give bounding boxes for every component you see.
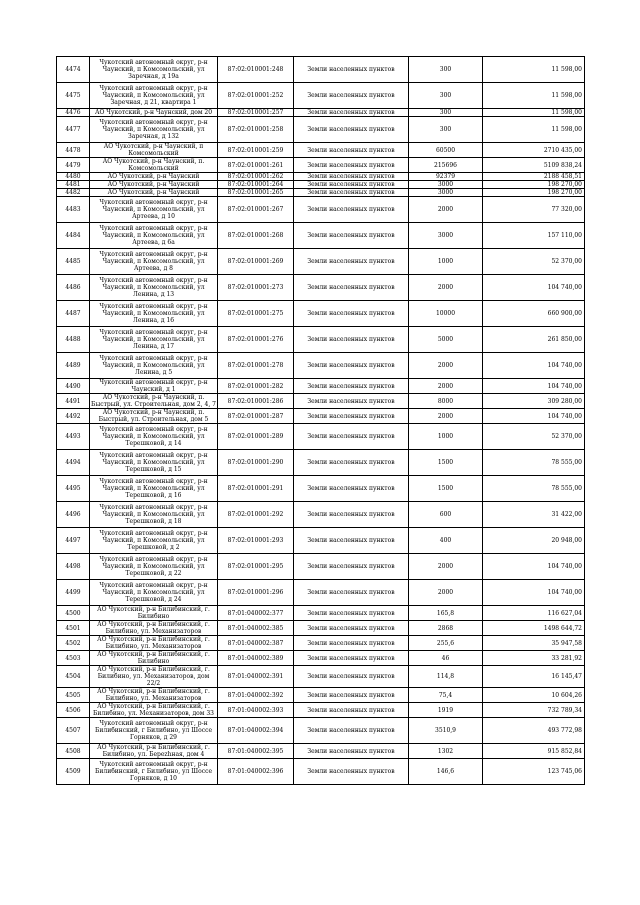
cadastral-number-cell: 87:02:010001:296 xyxy=(218,580,294,606)
cadastral-number-cell: 87:02:010001:278 xyxy=(218,353,294,379)
address-cell: АО Чукотский, р-н Чаунский, п. Быстрый, ул. Строительная, дом 5 xyxy=(90,409,218,424)
table-row xyxy=(57,666,585,688)
row-number: 4501 xyxy=(57,621,90,636)
table-row xyxy=(57,621,585,636)
table-row xyxy=(57,181,585,189)
row-number: 4481 xyxy=(57,181,90,189)
cadastral-cost-cell: 261 850,00 xyxy=(483,327,585,353)
address-cell: АО Чукотский, р-н Билибинский, г. Билибино xyxy=(90,651,218,666)
area-cell: 60500 xyxy=(409,143,483,158)
land-category-cell: Земли населенных пунктов xyxy=(294,688,409,703)
cadastral-cost-cell: 16 145,47 xyxy=(483,666,585,688)
land-category-cell: Земли населенных пунктов xyxy=(294,143,409,158)
land-category-cell: Земли населенных пунктов xyxy=(294,275,409,301)
table-row xyxy=(57,83,585,109)
land-category-cell: Земли населенных пунктов xyxy=(294,249,409,275)
row-number: 4477 xyxy=(57,117,90,143)
table-body xyxy=(57,57,585,785)
area-cell: 3000 xyxy=(409,189,483,197)
area-cell: 92379 xyxy=(409,173,483,181)
table-row xyxy=(57,718,585,744)
address-cell: Чукотский автономный округ, р-н Чаунский, п Комсомольский, ул Заречная, д 19а xyxy=(90,57,218,83)
table-row xyxy=(57,117,585,143)
area-cell: 600 xyxy=(409,502,483,528)
area-cell: 2000 xyxy=(409,275,483,301)
address-cell: Чукотский автономный округ, р-н Чаунский, п Комсомольский, ул Артеева, д 8 xyxy=(90,249,218,275)
table-row xyxy=(57,143,585,158)
land-category-cell: Земли населенных пунктов xyxy=(294,301,409,327)
table-row xyxy=(57,424,585,450)
row-number: 4506 xyxy=(57,703,90,718)
cadastral-number-cell: 87:02:010001:275 xyxy=(218,301,294,327)
cadastral-number-cell: 87:02:010001:287 xyxy=(218,409,294,424)
table-row xyxy=(57,703,585,718)
cadastral-cost-cell: 11 598,00 xyxy=(483,109,585,117)
address-cell: АО Чукотский, р-н Билибинский, г. Билибино, ул. Береzhная, дом 4 xyxy=(90,744,218,759)
address-cell: Чукотский автономный округ, р-н Билибинский, г Билибино, ул Шоссе Горняков, д 10 xyxy=(90,759,218,785)
table-row xyxy=(57,249,585,275)
address-cell: Чукотский автономный округ, р-н Чаунский, п Комсомольский, ул Терешковой, д 24 xyxy=(90,580,218,606)
cadastral-cost-cell: 11 598,00 xyxy=(483,117,585,143)
table-row xyxy=(57,353,585,379)
cadastral-number-cell: 87:02:010001:269 xyxy=(218,249,294,275)
area-cell: 255,6 xyxy=(409,636,483,651)
cadastral-cost-cell: 77 320,00 xyxy=(483,197,585,223)
area-cell: 300 xyxy=(409,109,483,117)
address-cell: АО Чукотский, р-н Чаунский xyxy=(90,181,218,189)
address-cell: АО Чукотский, р-н Билибинский, г. Билибино, ул. Механизаторов xyxy=(90,621,218,636)
cadastral-number-cell: 87:02:010001:282 xyxy=(218,379,294,394)
cadastral-number-cell: 87:02:010001:292 xyxy=(218,502,294,528)
table-row xyxy=(57,502,585,528)
area-cell: 300 xyxy=(409,117,483,143)
table-row xyxy=(57,158,585,173)
address-cell: Чукотский автономный округ, р-н Чаунский, п Комсомольский, ул Терешковой, д 14 xyxy=(90,424,218,450)
table-row xyxy=(57,409,585,424)
row-number: 4504 xyxy=(57,666,90,688)
area-cell: 3000 xyxy=(409,223,483,249)
address-cell: АО Чукотский, р-н Чаунский, п. Быстрый, ул. Строительная, дом 2, 4, 7 xyxy=(91,394,216,408)
cadastral-number-cell: 87:01:040002:391 xyxy=(218,666,294,688)
land-category-cell: Земли населенных пунктов xyxy=(294,83,409,109)
row-number: 4498 xyxy=(57,554,90,580)
land-category-cell: Земли населенных пунктов xyxy=(294,379,409,394)
land-category-cell: Земли населенных пунктов xyxy=(294,759,409,785)
cadastral-number-cell: 87:02:010001:259 xyxy=(218,143,294,158)
land-category-cell: Земли населенных пунктов xyxy=(294,158,409,173)
cadastral-cost-cell: 78 555,00 xyxy=(483,450,585,476)
row-number: 4482 xyxy=(57,189,90,197)
address-cell: Чукотский автономный округ, р-н Чаунский, п Комсомольский, ул Ленина, д 13 xyxy=(90,275,218,301)
area-cell: 46 xyxy=(409,651,483,666)
row-number: 4485 xyxy=(57,249,90,275)
row-number: 4489 xyxy=(57,353,90,379)
cadastral-number-cell: 87:02:010001:262 xyxy=(218,173,294,181)
row-number: 4474 xyxy=(57,57,90,83)
land-category-cell: Земли населенных пунктов xyxy=(294,409,409,424)
address-cell: АО Чукотский, р-н Чаунский, п. Комсомольский xyxy=(90,158,218,173)
address-cell: Чукотский автономный округ, р-н Чаунский, п Комсомольский, ул Терешковой, д 18 xyxy=(90,502,218,528)
cadastral-number-cell: 87:01:040002:395 xyxy=(218,744,294,759)
cadastral-cost-cell: 2188 458,51 xyxy=(483,173,585,181)
area-cell: 165,8 xyxy=(409,606,483,621)
table-row xyxy=(57,275,585,301)
land-category-cell: Земли населенных пунктов xyxy=(294,554,409,580)
area-cell: 1500 xyxy=(409,450,483,476)
cadastral-cost-cell: 33 281,92 xyxy=(483,651,585,666)
land-registry-table xyxy=(56,56,585,785)
cadastral-cost-cell: 309 280,00 xyxy=(483,394,585,409)
cadastral-cost-cell: 35 947,58 xyxy=(483,636,585,651)
cadastral-cost-cell: 10 604,26 xyxy=(483,688,585,703)
address-cell: Чукотский автономный округ, р-н Билибинский, г Билибино, ул Шоссе Горняков, д 29 xyxy=(90,718,218,744)
cadastral-number-cell: 87:02:010001:291 xyxy=(218,476,294,502)
area-cell: 1000 xyxy=(409,424,483,450)
area-cell: 8000 xyxy=(409,394,483,409)
cadastral-number-cell: 87:02:010001:293 xyxy=(218,528,294,554)
address-cell: АО Чукотский, р-н Билибинский, г. Билибино, ул. Механизаторов, дом 33 xyxy=(90,703,218,718)
cadastral-cost-cell: 20 948,00 xyxy=(483,528,585,554)
row-number: 4490 xyxy=(57,379,90,394)
address-cell: Чукотский автономный округ, р-н Чаунский, д 1 xyxy=(90,379,218,394)
document-page xyxy=(56,56,584,785)
address-cell: Чукотский автономный округ, р-н Чаунский, п Комсомольский, ул Артеева, д 6а xyxy=(90,223,218,249)
area-cell: 2000 xyxy=(409,554,483,580)
row-number: 4488 xyxy=(57,327,90,353)
area-cell: 3000 xyxy=(409,181,483,189)
row-number: 4500 xyxy=(57,606,90,621)
address-cell: АО Чукотский, р-н Билибинский, г. Билибино, ул. Механизаторов, дом 22/2 xyxy=(90,666,218,688)
table-row xyxy=(57,301,585,327)
area-cell: 400 xyxy=(409,528,483,554)
row-number: 4480 xyxy=(57,173,90,181)
address-cell: Чукотский автономный округ, р-н Чаунский, п Комсомольский, ул Терешковой, д 22 xyxy=(90,554,218,580)
row-number: 4495 xyxy=(57,476,90,502)
cadastral-cost-cell: 104 740,00 xyxy=(483,353,585,379)
row-number: 4509 xyxy=(57,759,90,785)
land-category-cell: Земли населенных пунктов xyxy=(294,353,409,379)
cadastral-number-cell: 87:02:010001:264 xyxy=(218,181,294,189)
row-number: 4491 xyxy=(57,394,90,409)
cadastral-cost-cell: 78 555,00 xyxy=(483,476,585,502)
table-row xyxy=(57,476,585,502)
land-category-cell: Земли населенных пунктов xyxy=(294,528,409,554)
table-row xyxy=(57,109,585,117)
table-row xyxy=(57,57,585,83)
table-row xyxy=(57,688,585,703)
area-cell: 5000 xyxy=(409,327,483,353)
cadastral-number-cell: 87:02:010001:261 xyxy=(218,158,294,173)
cadastral-cost-cell: 915 852,84 xyxy=(483,744,585,759)
table-row xyxy=(57,554,585,580)
table-row xyxy=(57,606,585,621)
address-cell: АО Чукотский, р-н Чаунский xyxy=(90,173,218,181)
row-number: 4507 xyxy=(57,718,90,744)
row-number: 4505 xyxy=(57,688,90,703)
area-cell: 146,6 xyxy=(409,759,483,785)
land-category-cell: Земли населенных пунктов xyxy=(294,223,409,249)
land-category-cell: Земли населенных пунктов xyxy=(294,718,409,744)
land-category-cell: Земли населенных пунктов xyxy=(294,197,409,223)
cadastral-number-cell: 87:02:010001:248 xyxy=(218,57,294,83)
cadastral-cost-cell: 104 740,00 xyxy=(483,275,585,301)
table-row xyxy=(57,759,585,785)
area-cell: 2000 xyxy=(409,197,483,223)
address-cell: АО Чукотский, р-н Чаунский, п Комсомольский xyxy=(90,143,218,158)
cadastral-cost-cell: 123 745,06 xyxy=(483,759,585,785)
cadastral-cost-cell: 198 270,00 xyxy=(483,189,585,197)
cadastral-cost-cell: 52 370,00 xyxy=(483,424,585,450)
land-category-cell: Земли населенных пунктов xyxy=(294,621,409,636)
address-cell: АО Чукотский, р-н Чаунский xyxy=(90,189,218,197)
address-cell: Чукотский автономный округ, р-н Чаунский, п Комсомольский, ул Артеева, д 10 xyxy=(90,197,218,223)
area-cell: 2000 xyxy=(409,580,483,606)
area-cell: 300 xyxy=(409,83,483,109)
cadastral-number-cell: 87:02:010001:257 xyxy=(218,109,294,117)
table-row xyxy=(57,379,585,394)
cadastral-number-cell: 87:02:010001:268 xyxy=(218,223,294,249)
land-category-cell: Земли населенных пунктов xyxy=(294,327,409,353)
cadastral-cost-cell: 2710 435,00 xyxy=(483,143,585,158)
row-number: 4508 xyxy=(57,744,90,759)
cadastral-number-cell: 87:01:040002:396 xyxy=(218,759,294,785)
address-cell: АО Чукотский, р-н Билибинский, г. Билибино, ул. Механизаторов xyxy=(90,636,218,651)
cadastral-number-cell: 87:01:040002:377 xyxy=(218,606,294,621)
cadastral-number-cell: 87:02:010001:265 xyxy=(218,189,294,197)
row-number: 4494 xyxy=(57,450,90,476)
row-number: 4503 xyxy=(57,651,90,666)
cadastral-cost-cell: 1498 644,72 xyxy=(483,621,585,636)
row-number: 4486 xyxy=(57,275,90,301)
area-cell: 114,8 xyxy=(409,666,483,688)
cadastral-number-cell: 87:02:010001:252 xyxy=(218,83,294,109)
cadastral-number-cell: 87:01:040002:394 xyxy=(218,718,294,744)
cadastral-cost-cell: 11 598,00 xyxy=(483,83,585,109)
table-row xyxy=(57,450,585,476)
address-cell: Чукотский автономный округ, р-н Чаунский, п Комсомольский, ул Терешковой, д 16 xyxy=(90,476,218,502)
land-category-cell: Земли населенных пунктов xyxy=(294,636,409,651)
area-cell: 3510,9 xyxy=(409,718,483,744)
row-number: 4479 xyxy=(57,158,90,173)
table-row xyxy=(57,394,585,409)
cadastral-cost-cell: 104 740,00 xyxy=(483,580,585,606)
cadastral-cost-cell: 116 627,04 xyxy=(483,606,585,621)
row-number: 4499 xyxy=(57,580,90,606)
area-cell: 2000 xyxy=(409,409,483,424)
land-category-cell: Земли населенных пунктов xyxy=(294,173,409,181)
land-category-cell: Земли населенных пунктов xyxy=(294,580,409,606)
cadastral-number-cell: 87:02:010001:295 xyxy=(218,554,294,580)
table-row xyxy=(57,744,585,759)
land-category-cell: Земли населенных пунктов xyxy=(294,57,409,83)
address-cell: Чукотский автономный округ, р-н Чаунский, п Комсомольский, ул Заречная, д 132 xyxy=(90,117,218,143)
row-number: 4487 xyxy=(57,301,90,327)
cadastral-number-cell: 87:02:010001:276 xyxy=(218,327,294,353)
land-category-cell: Земли населенных пунктов xyxy=(294,189,409,197)
land-category-cell: Земли населенных пунктов xyxy=(294,606,409,621)
area-cell: 2000 xyxy=(409,353,483,379)
row-number: 4497 xyxy=(57,528,90,554)
address-cell: Чукотский автономный округ, р-н Чаунский, п Комсомольский, ул Ленина, д 5 xyxy=(90,353,218,379)
cadastral-number-cell: 87:02:010001:273 xyxy=(218,275,294,301)
area-cell: 1302 xyxy=(409,744,483,759)
area-cell: 75,4 xyxy=(409,688,483,703)
table-row xyxy=(57,189,585,197)
cadastral-cost-cell: 732 789,34 xyxy=(483,703,585,718)
land-category-cell: Земли населенных пунктов xyxy=(294,117,409,143)
table-row xyxy=(57,223,585,249)
land-category-cell: Земли населенных пунктов xyxy=(294,450,409,476)
cadastral-cost-cell: 104 740,00 xyxy=(483,379,585,394)
address-cell: АО Чукотский, р-н Чаунский, дом 20 xyxy=(90,109,218,117)
area-cell: 10000 xyxy=(409,301,483,327)
row-number: 4496 xyxy=(57,502,90,528)
table-row xyxy=(57,327,585,353)
land-category-cell: Земли населенных пунктов xyxy=(294,744,409,759)
land-category-cell: Земли населенных пунктов xyxy=(294,651,409,666)
row-number: 4492 xyxy=(57,409,90,424)
land-category-cell: Земли населенных пунктов xyxy=(294,703,409,718)
land-category-cell: Земли населенных пунктов xyxy=(294,476,409,502)
table-row xyxy=(57,197,585,223)
land-category-cell: Земли населенных пунктов xyxy=(294,181,409,189)
table-row xyxy=(57,580,585,606)
row-number: 4478 xyxy=(57,143,90,158)
address-cell: Чукотский автономный округ, р-н Чаунский, п Комсомольский, ул Терешковой, д 2 xyxy=(90,528,218,554)
land-category-cell: Земли населенных пунктов xyxy=(294,109,409,117)
address-cell: АО Чукотский, р-н Билибинский, г. Билибино xyxy=(90,606,218,621)
area-cell: 1500 xyxy=(409,476,483,502)
cadastral-number-cell: 87:02:010001:290 xyxy=(218,450,294,476)
cadastral-cost-cell: 198 270,00 xyxy=(483,181,585,189)
table-row xyxy=(57,173,585,181)
row-number: 4475 xyxy=(57,83,90,109)
cadastral-number-cell: 87:02:010001:258 xyxy=(218,117,294,143)
cadastral-number-cell: 87:01:040002:385 xyxy=(218,621,294,636)
cadastral-cost-cell: 660 900,00 xyxy=(483,301,585,327)
cadastral-cost-cell: 31 422,00 xyxy=(483,502,585,528)
cadastral-cost-cell: 104 740,00 xyxy=(483,409,585,424)
area-cell: 2868 xyxy=(409,621,483,636)
address-cell: Чукотский автономный округ, р-н Чаунский, п Комсомольский, ул Заречная, д 21, квартира 1 xyxy=(90,83,218,109)
cadastral-number-cell: 87:02:010001:267 xyxy=(218,197,294,223)
cadastral-number-cell: 87:01:040002:387 xyxy=(218,636,294,651)
cadastral-number-cell: 87:01:040002:393 xyxy=(218,703,294,718)
address-cell: АО Чукотский, р-н Билибинский, г. Билибино, ул. Механизаторов xyxy=(90,688,218,703)
area-cell: 1919 xyxy=(409,703,483,718)
cadastral-number-cell: 87:01:040002:392 xyxy=(218,688,294,703)
cadastral-cost-cell: 52 370,00 xyxy=(483,249,585,275)
cadastral-cost-cell: 11 598,00 xyxy=(483,57,585,83)
row-number: 4483 xyxy=(57,197,90,223)
address-cell: Чукотский автономный округ, р-н Чаунский, п Комсомольский, ул Терешковой, д 15 xyxy=(90,450,218,476)
cadastral-number-cell: 87:02:010001:289 xyxy=(218,424,294,450)
area-cell: 300 xyxy=(409,57,483,83)
table-row xyxy=(57,636,585,651)
cadastral-cost-cell: 5109 838,24 xyxy=(483,158,585,173)
land-category-cell: Земли населенных пунктов xyxy=(294,394,409,409)
cadastral-cost-cell: 493 772,98 xyxy=(483,718,585,744)
cadastral-cost-cell: 104 740,00 xyxy=(483,554,585,580)
address-cell: Чукотский автономный округ, р-н Чаунский, п Комсомольский, ул Ленина, д 17 xyxy=(90,327,218,353)
area-cell: 215696 xyxy=(409,158,483,173)
row-number: 4502 xyxy=(57,636,90,651)
row-number: 4476 xyxy=(57,109,90,117)
address-cell: Чукотский автономный округ, р-н Чаунский, п Комсомольский, ул Ленина, д 16 xyxy=(90,301,218,327)
land-category-cell: Земли населенных пунктов xyxy=(294,666,409,688)
cadastral-number-cell: 87:02:010001:286 xyxy=(218,394,294,409)
area-cell: 1000 xyxy=(409,249,483,275)
table-row xyxy=(57,651,585,666)
cadastral-number-cell: 87:01:040002:389 xyxy=(218,651,294,666)
land-category-cell: Земли населенных пунктов xyxy=(294,502,409,528)
table-row xyxy=(57,528,585,554)
row-number: 4493 xyxy=(57,424,90,450)
cadastral-cost-cell: 157 110,00 xyxy=(483,223,585,249)
row-number: 4484 xyxy=(57,223,90,249)
area-cell: 2000 xyxy=(409,379,483,394)
land-category-cell: Земли населенных пунктов xyxy=(294,424,409,450)
